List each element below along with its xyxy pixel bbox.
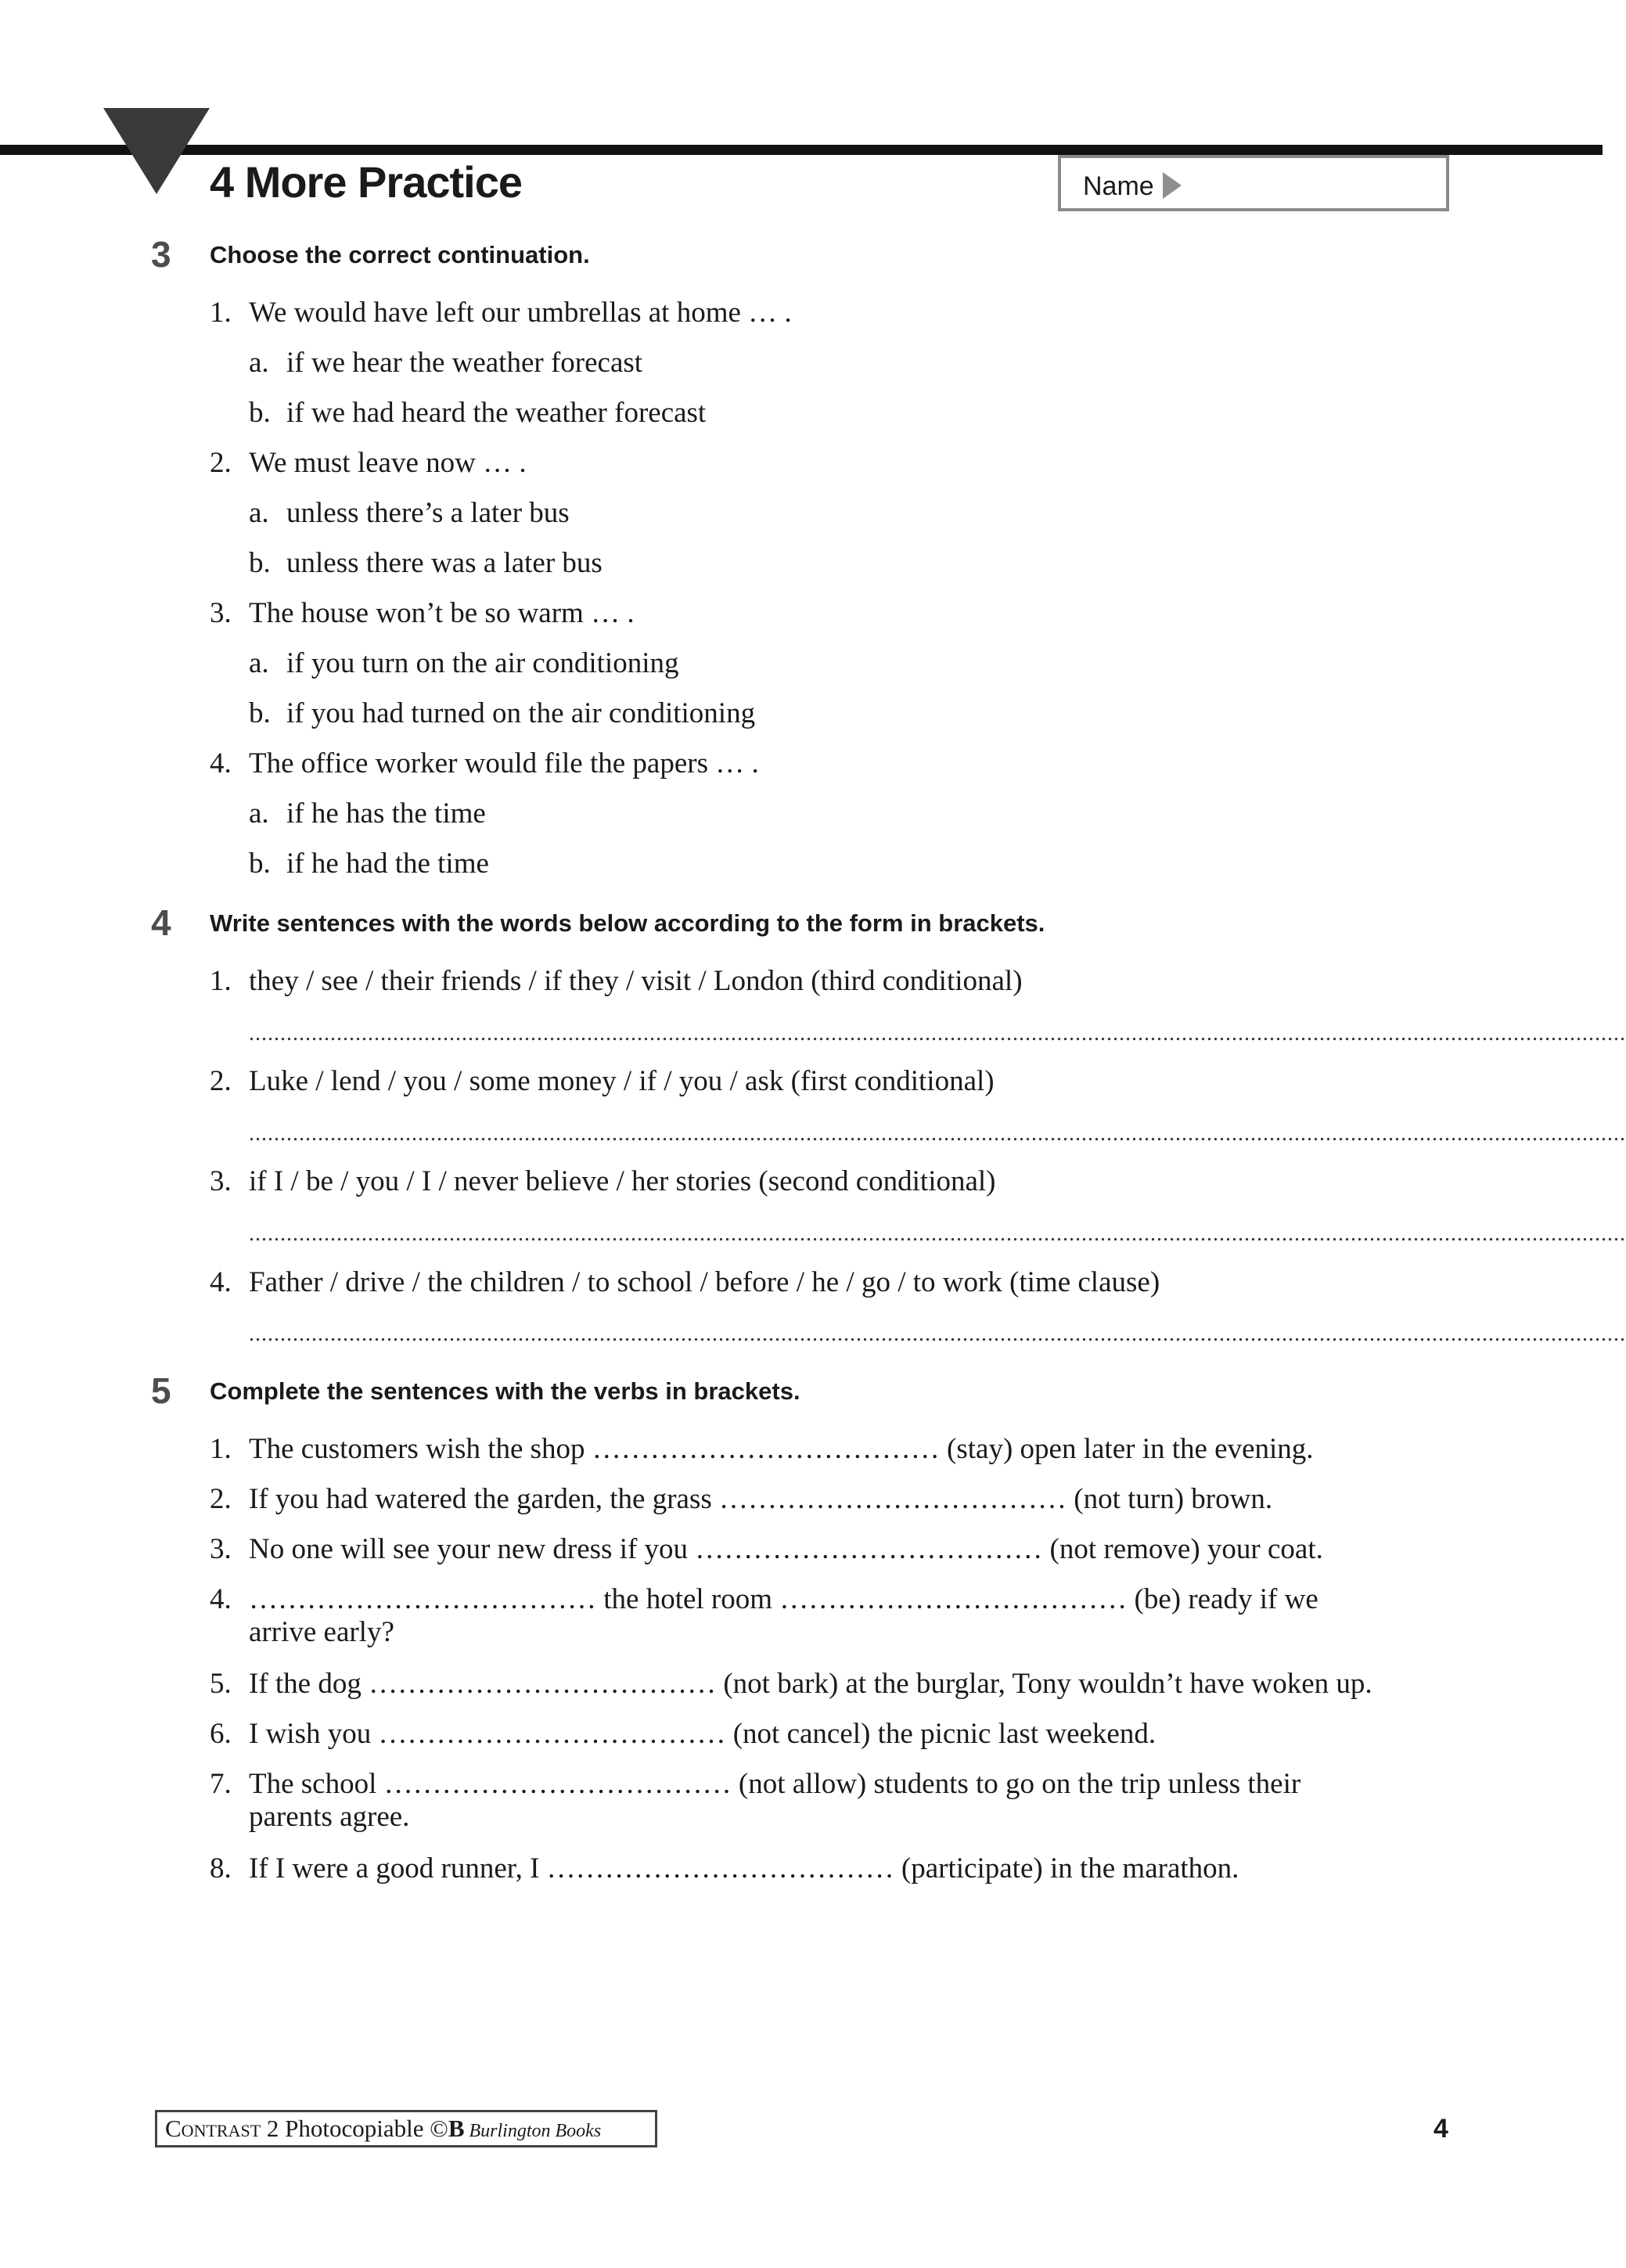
arrow-right-icon (1163, 172, 1182, 199)
exercise-5-instruction: Complete the sentences with the verbs in brackets. (210, 1377, 800, 1405)
copyright-icon: © (430, 2115, 448, 2142)
exercise-4-answer-line-3[interactable]: ............................................................................................................................................................................................................................ (249, 1222, 1626, 1246)
exercise-3-instruction: Choose the correct continuation. (210, 241, 590, 268)
footer-level: 2 Photocopiable (261, 2115, 430, 2142)
exercise-5-number: 5 (151, 1370, 171, 1411)
page-number: 4 (1434, 2114, 1448, 2144)
page-title: 4 More Practice (210, 157, 522, 207)
exercise-4-answer-line-1[interactable]: ............................................................................................................................................................................................................................ (249, 1021, 1626, 1046)
footer-publisher: Burlington Books (464, 2121, 602, 2141)
header-triangle-icon (103, 108, 210, 194)
exercise-4-answer-line-2[interactable]: ............................................................................................................................................................................................................................ (249, 1121, 1626, 1146)
footer-copyright (155, 2110, 657, 2147)
exercise-4-number: 4 (151, 902, 171, 943)
footer-brand: Contrast (165, 2115, 261, 2142)
exercise-4-answer-line-4[interactable]: ............................................................................................................................................................................................................................ (249, 1322, 1626, 1346)
header-rule (0, 145, 1603, 155)
name-label: Name (1083, 171, 1154, 201)
name-field[interactable] (1058, 155, 1449, 211)
exercise-4-instruction: Write sentences with the words below according to the form in brackets. (210, 909, 1045, 937)
exercise-3-number: 3 (151, 234, 171, 275)
burlington-logo-icon: B (448, 2115, 465, 2142)
